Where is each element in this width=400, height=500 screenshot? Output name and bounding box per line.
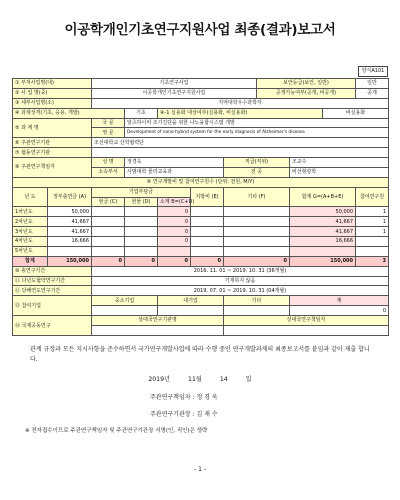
date-day: 14 일 <box>219 376 252 383</box>
pi-signature-name: 정 경 욱 <box>196 394 218 401</box>
inkind-header: 현물 (D) <box>125 197 158 207</box>
current-period-value: 2019. 07. 01 ~ 2019. 10. 31 (04개월) <box>92 286 389 296</box>
row-project <box>13 88 389 98</box>
cash-cell <box>92 227 125 237</box>
inkind-cell <box>125 237 158 247</box>
funding-label: ⑨ 연구개발비 및 참여연구원수 (단위: 천원, M/Y) <box>13 177 389 187</box>
security-value: 일반 <box>356 79 389 89</box>
name-value: 정경욱 <box>125 158 224 168</box>
sum-subtotal-cell: 0 <box>158 256 191 266</box>
major-label: 전 공 <box>224 167 290 177</box>
other-company-value <box>224 306 290 316</box>
sum-local-cell: 0 <box>191 256 224 266</box>
funding-row <box>13 207 389 217</box>
gov-cell: 50,000 <box>48 207 92 217</box>
name-label: 성 명 <box>92 158 125 168</box>
subtotal-cell: 0 <box>158 217 191 227</box>
funding-row <box>13 227 389 237</box>
org-label: ⑥ 주관연구기관 <box>13 138 92 148</box>
researchers-cell: 1 <box>356 217 389 227</box>
total-header: 합계 G=(A+B+E) <box>290 187 356 207</box>
row-funding-title <box>13 177 389 187</box>
researchers-cell: 1 <box>356 227 389 237</box>
major-value: 비선형광학 <box>290 167 389 177</box>
large-company-header: 대기업 <box>158 296 224 306</box>
report-form-table <box>12 78 389 336</box>
other-cell <box>224 207 290 217</box>
cash-cell <box>92 237 125 247</box>
task-type-value: 기초 <box>125 108 158 118</box>
year-cell: 4차년도 <box>13 237 48 247</box>
sum-cash-cell: 0 <box>92 256 125 266</box>
other-cell <box>224 227 290 237</box>
partner-researcher-header: 상대국연구책임자 <box>224 316 389 326</box>
project-value: 이공학개인기초연구지원사업 <box>92 88 257 98</box>
english-label: 영 문 <box>92 128 125 138</box>
researchers-cell: 1 <box>356 207 389 217</box>
row-collab-header <box>13 316 389 326</box>
intl-collab-label: ⑭ 국제공동연구 <box>13 316 92 336</box>
subtotal-header: 소계 B=(C+D) <box>158 197 191 207</box>
position-label: 직급(직위) <box>224 158 290 168</box>
row-ministry <box>13 79 389 89</box>
row-current-period <box>13 286 389 296</box>
cash-cell <box>92 207 125 217</box>
gov-cell: 41,667 <box>48 217 92 227</box>
local-cell <box>191 217 224 227</box>
pi-signature-line <box>150 392 218 401</box>
cash-cell <box>92 246 125 256</box>
funding-row <box>13 237 389 247</box>
inkind-cell <box>125 227 158 237</box>
pi-label: ⑧ 주관연구책임자 <box>13 158 92 178</box>
sme-header: 중소기업 <box>92 296 158 306</box>
total-cell <box>290 246 356 256</box>
project-label: ② 사 업 명(중) <box>13 88 92 98</box>
researchers-cell <box>356 246 389 256</box>
row-participating <box>13 148 389 158</box>
participating-value <box>92 148 389 158</box>
funding-row <box>13 217 389 227</box>
local-cell <box>191 246 224 256</box>
funding-header-1 <box>13 187 389 197</box>
year-header: 년 도 <box>13 187 48 207</box>
position-value: 조교수 <box>290 158 389 168</box>
head-signature-name: 김 재 수 <box>196 411 218 418</box>
head-signature-label: 주관연구기관장 : <box>150 411 195 418</box>
researchers-header: 참여연구원 <box>356 187 389 207</box>
form-number: 양식A101 <box>358 66 388 77</box>
row-task-korean <box>13 118 389 128</box>
researchers-cell <box>356 237 389 247</box>
subtotal-cell: 0 <box>158 227 191 237</box>
row-total-period <box>13 266 389 276</box>
total-period-value: 2016. 11. 01 ~ 2019. 10. 31 (36개월) <box>92 266 389 276</box>
inkind-cell <box>125 207 158 217</box>
detail-label: ③ 세부사업명(소) <box>13 98 92 108</box>
local-cell <box>191 207 224 217</box>
large-company-value <box>158 306 224 316</box>
year-cell: 3차년도 <box>13 227 48 237</box>
sum-other-cell: 0 <box>224 256 290 266</box>
multi-period-value: 기재하지 않음 <box>92 276 389 286</box>
row-pi-name <box>13 158 389 168</box>
date-month: 11월 <box>188 376 202 383</box>
other-company-header: 기타 <box>224 296 290 306</box>
total-cell: 41,667 <box>290 227 356 237</box>
task-name-label: ⑤ 과 제 명 <box>13 118 92 138</box>
detail-value: 지역대학우수과학자 <box>92 98 389 108</box>
korean-label: 국 문 <box>92 118 125 128</box>
dept-label: 소속부서 <box>92 167 125 177</box>
partner-researcher-value <box>224 325 389 335</box>
row-task-type <box>13 108 389 118</box>
date-year: 2019년 <box>148 376 171 383</box>
subtotal-cell: 0 <box>158 207 191 217</box>
submission-date <box>0 374 400 383</box>
participating-label: ⑦ 협동연구기관 <box>13 148 92 158</box>
dept-value: 사범대학 물리교육과 <box>125 167 224 177</box>
disclosure-label: 공개가능여부(공개, 비공개) <box>257 88 356 98</box>
cash-header: 현금 (C) <box>92 197 125 207</box>
local-cell <box>191 227 224 237</box>
total-period-label: ⑩ 총연구기간 <box>13 266 92 276</box>
participant-companies-label: ⑬ 참여기업 <box>13 296 92 316</box>
total-cell: 50,000 <box>290 207 356 217</box>
sme-value <box>92 306 158 316</box>
inkind-cell <box>125 217 158 227</box>
page-number: - 1 - <box>194 466 206 473</box>
funding-row <box>13 246 389 256</box>
sum-year-cell: 합계 <box>13 256 48 266</box>
task-type-label: ④ 과제성격(기초, 응용, 개발) <box>13 108 125 118</box>
korean-title: 알츠하이머 조기진단을 위한 나노융합시스템 개발 <box>125 118 389 128</box>
private-header: 기업부담금 <box>92 187 191 197</box>
other-cell <box>224 237 290 247</box>
disclosure-value: 공개 <box>356 88 389 98</box>
other-header: 기타 (F) <box>224 187 290 207</box>
row-org <box>13 138 389 148</box>
company-total-value: 0 <box>290 306 389 316</box>
gov-cell: 16,666 <box>48 237 92 247</box>
security-label: 보안등급(보안, 일반) <box>257 79 356 89</box>
row-detail <box>13 98 389 108</box>
head-signature-line <box>150 409 218 418</box>
gov-cell: 41,667 <box>48 227 92 237</box>
report-title: 이공학개인기초연구지원사업 최종(결과)보고서 <box>64 22 336 38</box>
partner-institution-header: 상대국연구기관명 <box>92 316 224 326</box>
org-value: 조선대학교 산학협력단 <box>92 138 389 148</box>
sum-researchers-cell: 3 <box>356 256 389 266</box>
row-multi-period <box>13 276 389 286</box>
total-cell: 41,667 <box>290 217 356 227</box>
gov-header: 정부출연금 (A) <box>48 187 92 207</box>
declaration-text: 관계 규정과 모든 지시사항을 준수하면서 국가연구개발사업에 따라 수행 중인 연구개발과제의 최종보고서를 붙임과 같이 제출 합니다. <box>30 346 370 363</box>
sum-inkind-cell: 0 <box>125 256 158 266</box>
pi-signature-label: 주관연구책임자 : <box>150 394 195 401</box>
footnote: ※ 전자접수이므로 주관연구책임자 및 주관연구기관장 서명(인, 직인)은 생략 <box>25 428 208 434</box>
task-subtype-label: ④-1 실용화 대상여부(실용화, 비실용화) <box>158 108 323 118</box>
task-subtype-value: 비실용화 <box>323 108 389 118</box>
inkind-cell <box>125 246 158 256</box>
year-cell: 5차년도 <box>13 246 48 256</box>
company-total-header: 계 <box>290 296 389 306</box>
ministry-value: 기초연구사업 <box>92 79 257 89</box>
gov-cell <box>48 246 92 256</box>
total-cell: 16,666 <box>290 237 356 247</box>
english-title: Development of nano-hybrid system for the early diagnosis of Alzheimer's disease <box>125 128 389 138</box>
year-cell: 1차년도 <box>13 207 48 217</box>
other-cell <box>224 217 290 227</box>
sum-gov-cell: 150,000 <box>48 256 92 266</box>
year-cell: 2차년도 <box>13 217 48 227</box>
other-cell <box>224 246 290 256</box>
partner-institution-value <box>92 325 224 335</box>
local-header: 지방비 (E) <box>191 187 224 207</box>
sum-total-cell: 150,000 <box>290 256 356 266</box>
ministry-label: ① 부처사업명(대) <box>13 79 92 89</box>
current-period-label: ⑫ 당해연도연구기간 <box>13 286 92 296</box>
multi-period-label: ⑪ 다년도협약연구기간 <box>13 276 92 286</box>
subtotal-cell: 0 <box>158 237 191 247</box>
row-companies-header <box>13 296 389 306</box>
cash-cell <box>92 217 125 227</box>
local-cell <box>191 237 224 247</box>
funding-sum-row <box>13 256 389 266</box>
subtotal-cell <box>158 246 191 256</box>
